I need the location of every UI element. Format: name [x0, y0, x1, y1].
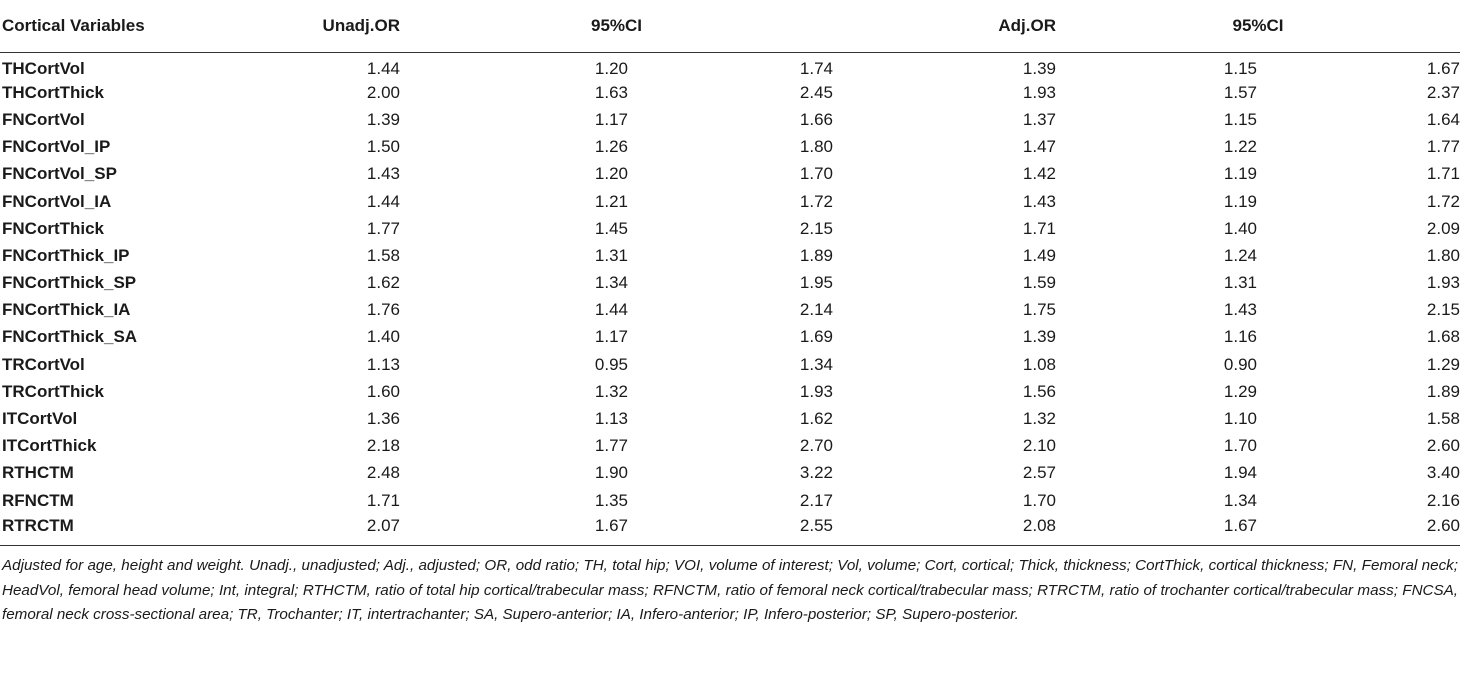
cell-adj-ci-high: 2.15	[1426, 300, 1460, 320]
cell-unadj-ci-high: 2.70	[799, 436, 833, 456]
cell-unadj-ci-high: 1.89	[799, 245, 833, 265]
cell-adj-or: 1.39	[1022, 327, 1056, 347]
cell-variable: FNCortThick	[2, 218, 104, 238]
cell-variable: ITCortThick	[2, 436, 97, 456]
cell-adj-ci-low: 1.67	[1223, 515, 1257, 535]
cell-adj-ci-high: 2.16	[1426, 490, 1460, 510]
cell-adj-ci-high: 2.60	[1426, 515, 1460, 535]
cell-variable: FNCortVol_SP	[2, 164, 117, 184]
cell-unadj-ci-high: 1.74	[799, 58, 833, 78]
cell-unadj-ci-high: 1.34	[799, 354, 833, 374]
cell-adj-or: 1.43	[1022, 191, 1056, 211]
cell-adj-ci-high: 1.58	[1426, 409, 1460, 429]
cell-adj-ci-low: 1.94	[1223, 463, 1257, 483]
cell-adj-ci-low: 1.31	[1223, 273, 1257, 293]
cell-unadj-ci-low: 1.20	[594, 58, 628, 78]
cell-unadj-ci-low: 1.63	[594, 82, 628, 102]
cell-unadj-ci-low: 1.17	[594, 109, 628, 129]
table-row	[0, 405, 1460, 432]
cell-unadj-or: 1.39	[366, 109, 400, 129]
cell-unadj-ci-low: 1.77	[594, 436, 628, 456]
cell-unadj-ci-low: 1.67	[594, 515, 628, 535]
cell-adj-ci-high: 2.37	[1426, 82, 1460, 102]
cell-adj-ci-low: 1.57	[1223, 82, 1257, 102]
table-row	[0, 460, 1460, 487]
cell-unadj-or: 1.44	[366, 191, 400, 211]
cell-adj-ci-low: 1.29	[1223, 381, 1257, 401]
cell-adj-ci-low: 1.16	[1223, 327, 1257, 347]
cell-unadj-ci-low: 1.31	[594, 245, 628, 265]
cell-unadj-or: 1.76	[366, 300, 400, 320]
cell-unadj-ci-high: 2.14	[799, 300, 833, 320]
cell-adj-ci-low: 1.19	[1223, 164, 1257, 184]
header-adj-ci: 95%CI	[1056, 0, 1460, 52]
cell-adj-ci-high: 3.40	[1426, 463, 1460, 483]
cell-adj-or: 1.71	[1022, 218, 1056, 238]
cell-unadj-ci-high: 1.95	[799, 273, 833, 293]
cell-adj-ci-high: 1.64	[1426, 109, 1460, 129]
table-row	[0, 106, 1460, 133]
cell-variable: TRCortThick	[2, 381, 104, 401]
cell-unadj-ci-low: 1.26	[594, 137, 628, 157]
cell-adj-ci-high: 1.77	[1426, 137, 1460, 157]
table-body	[0, 52, 1460, 541]
cell-unadj-ci-high: 2.55	[799, 515, 833, 535]
cell-unadj-ci-low: 1.90	[594, 463, 628, 483]
cell-unadj-or: 1.77	[366, 218, 400, 238]
cell-unadj-ci-low: 1.35	[594, 490, 628, 510]
cell-variable: FNCortVol_IP	[2, 137, 111, 157]
cell-adj-ci-high: 2.09	[1426, 218, 1460, 238]
cell-unadj-ci-low: 1.21	[594, 191, 628, 211]
cell-adj-or: 1.37	[1022, 109, 1056, 129]
table-row	[0, 188, 1460, 215]
cell-adj-or: 1.32	[1022, 409, 1056, 429]
header-cortical-variables: Cortical Variables	[0, 0, 200, 52]
cell-unadj-ci-low: 1.34	[594, 273, 628, 293]
table-row	[0, 161, 1460, 188]
table-row	[0, 433, 1460, 460]
cell-unadj-or: 1.71	[366, 490, 400, 510]
header-unadj-or: Unadj.OR	[200, 0, 400, 52]
table-row	[0, 514, 1460, 541]
cell-adj-ci-high: 1.80	[1426, 245, 1460, 265]
header-unadj-ci: 95%CI	[400, 0, 833, 52]
cell-variable: RFNCTM	[2, 490, 74, 510]
cell-adj-ci-high: 1.93	[1426, 273, 1460, 293]
cell-adj-ci-high: 1.68	[1426, 327, 1460, 347]
cell-adj-or: 1.70	[1022, 490, 1056, 510]
cell-variable: FNCortVol	[2, 109, 85, 129]
cell-adj-or: 1.47	[1022, 137, 1056, 157]
table-footnote: Adjusted for age, height and weight. Unadj., unadjusted; Adj., adjusted; OR, odd ratio; TH, total hip; VOI, volume of interest; Vol, volume; Cort, cortical; Thick, thickness; CortThick, cortical thickness; FN, Femoral neck; HeadVol, femoral head volume; Int, integral; RTHCTM, ratio of total hip cortical/trabecular mass; RFNCTM, ratio of femoral neck cortical/trabecular mass; RTRCTM, ratio of trochanter cortical/trabecular mass; FNCSA, femoral neck cross-sectional area; TR, Trochanter; IT, intertrachanter; SA, Supero-anterior; IA, Infero-anterior; IP, Infero-posterior; SP, Supero-posterior.	[2, 557, 1458, 624]
cell-unadj-ci-high: 1.80	[799, 137, 833, 157]
cell-adj-or: 1.08	[1022, 354, 1056, 374]
cell-adj-or: 1.49	[1022, 245, 1056, 265]
cell-unadj-ci-high: 3.22	[799, 463, 833, 483]
cell-adj-or: 1.42	[1022, 164, 1056, 184]
cell-unadj-ci-high: 1.72	[799, 191, 833, 211]
table-row	[0, 242, 1460, 269]
cell-variable: RTHCTM	[2, 463, 74, 483]
cell-variable: FNCortVol_IA	[2, 191, 112, 211]
cell-adj-ci-low: 1.15	[1223, 58, 1257, 78]
cell-unadj-or: 1.43	[366, 164, 400, 184]
cell-unadj-or: 1.44	[366, 58, 400, 78]
cell-adj-ci-low: 1.43	[1223, 300, 1257, 320]
table-row	[0, 487, 1460, 514]
cell-unadj-ci-low: 1.45	[594, 218, 628, 238]
cell-unadj-ci-low: 1.13	[594, 409, 628, 429]
cell-variable: FNCortThick_SA	[2, 327, 138, 347]
cell-unadj-ci-high: 2.17	[799, 490, 833, 510]
cell-adj-ci-high: 1.67	[1426, 58, 1460, 78]
cell-variable: THCortThick	[2, 82, 104, 102]
cell-variable: THCortVol	[2, 58, 85, 78]
cell-unadj-or: 1.62	[366, 273, 400, 293]
cell-unadj-ci-high: 2.45	[799, 82, 833, 102]
table-row	[0, 52, 1460, 79]
cell-unadj-ci-low: 1.32	[594, 381, 628, 401]
cell-adj-ci-high: 1.71	[1426, 164, 1460, 184]
cell-unadj-or: 1.13	[366, 354, 400, 374]
cell-unadj-ci-low: 1.44	[594, 300, 628, 320]
cell-unadj-ci-high: 1.69	[799, 327, 833, 347]
cell-variable: FNCortThick_SP	[2, 273, 137, 293]
cell-variable: ITCortVol	[2, 409, 78, 429]
cell-unadj-ci-high: 1.93	[799, 381, 833, 401]
cell-adj-ci-high: 2.60	[1426, 436, 1460, 456]
cell-adj-ci-low: 1.24	[1223, 245, 1257, 265]
cell-adj-ci-low: 1.70	[1223, 436, 1257, 456]
cell-adj-or: 2.57	[1022, 463, 1056, 483]
cell-unadj-or: 1.60	[366, 381, 400, 401]
table-row	[0, 324, 1460, 351]
cell-adj-ci-low: 0.90	[1223, 354, 1257, 374]
cell-adj-ci-low: 1.22	[1223, 137, 1257, 157]
table-row	[0, 351, 1460, 378]
table-row	[0, 215, 1460, 242]
cell-adj-ci-high: 1.72	[1426, 191, 1460, 211]
table-row	[0, 134, 1460, 161]
cell-adj-or: 1.59	[1022, 273, 1056, 293]
table-header-row	[0, 0, 1460, 52]
cell-unadj-or: 1.50	[366, 137, 400, 157]
table-row	[0, 297, 1460, 324]
cell-variable: FNCortThick_IA	[2, 300, 131, 320]
cell-unadj-or: 1.40	[366, 327, 400, 347]
cell-variable: RTRCTM	[2, 515, 74, 535]
cell-unadj-or: 1.58	[366, 245, 400, 265]
cell-variable: FNCortThick_IP	[2, 245, 130, 265]
cell-adj-ci-low: 1.19	[1223, 191, 1257, 211]
cell-unadj-or: 1.36	[366, 409, 400, 429]
header-adj-or: Adj.OR	[833, 0, 1056, 52]
cell-unadj-ci-high: 1.70	[799, 164, 833, 184]
cell-adj-ci-low: 1.40	[1223, 218, 1257, 238]
cell-unadj-or: 2.18	[366, 436, 400, 456]
cell-adj-or: 2.10	[1022, 436, 1056, 456]
cell-unadj-ci-high: 1.66	[799, 109, 833, 129]
cell-unadj-or: 2.48	[366, 463, 400, 483]
table-row	[0, 79, 1460, 106]
cell-unadj-ci-high: 2.15	[799, 218, 833, 238]
cell-unadj-or: 2.00	[366, 82, 400, 102]
cell-unadj-ci-high: 1.62	[799, 409, 833, 429]
cell-unadj-or: 2.07	[366, 515, 400, 535]
cell-adj-or: 1.93	[1022, 82, 1056, 102]
table-row	[0, 270, 1460, 297]
cell-adj-or: 1.56	[1022, 381, 1056, 401]
cell-adj-ci-low: 1.10	[1223, 409, 1257, 429]
cell-adj-or: 1.39	[1022, 58, 1056, 78]
table-row	[0, 378, 1460, 405]
cell-adj-or: 2.08	[1022, 515, 1056, 535]
cell-unadj-ci-low: 0.95	[594, 354, 628, 374]
cell-adj-ci-high: 1.29	[1426, 354, 1460, 374]
cell-variable: TRCortVol	[2, 354, 85, 374]
cell-unadj-ci-low: 1.20	[594, 164, 628, 184]
cell-adj-ci-high: 1.89	[1426, 381, 1460, 401]
cell-unadj-ci-low: 1.17	[594, 327, 628, 347]
cell-adj-ci-low: 1.34	[1223, 490, 1257, 510]
cell-adj-or: 1.75	[1022, 300, 1056, 320]
cell-adj-ci-low: 1.15	[1223, 109, 1257, 129]
